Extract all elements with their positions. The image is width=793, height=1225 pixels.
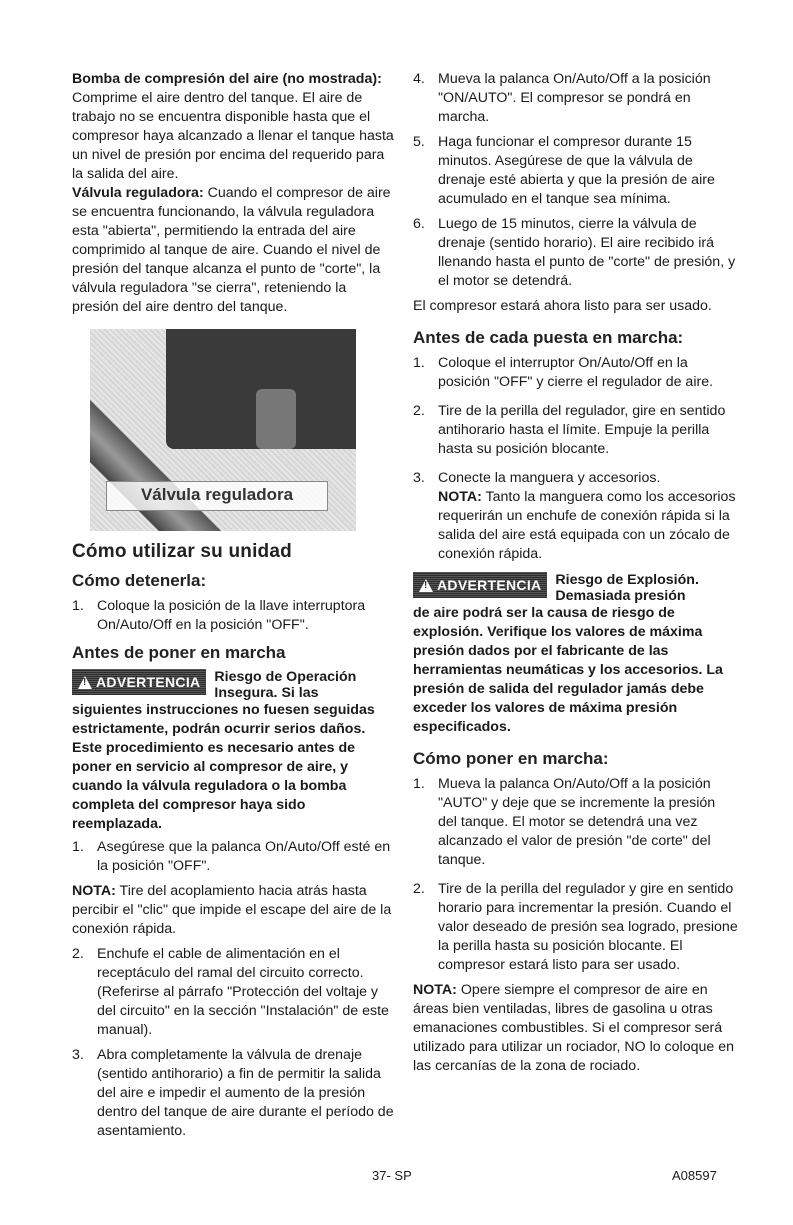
stop-title: Cómo detenerla:: [72, 571, 207, 590]
nota-1: NOTA: Tire del acoplamiento hacia atrás hasta percibir el "clic" que impide el escape del aire de la conexión rápida.: [72, 883, 392, 937]
warning-badge: ! ADVERTENCIA: [413, 572, 547, 598]
before-title: Antes de poner en marcha: [72, 643, 286, 662]
before-each-title: Antes de cada puesta en marcha:: [413, 328, 684, 347]
valve-paragraph: [72, 184, 394, 317]
list-item: 2. Tire de la perilla del regulador y gire en sentido horario para incrementar la presión. Cuando el valor deseado de presión sea logrado, presione la perilla hasta su posición blocante. El compresor estará listo para ser usado.: [413, 881, 738, 973]
list-item: 2. Tire de la perilla del regulador, gire en sentido antihorario hasta el límite. Empuje la perilla hasta su posición blocante.: [413, 403, 726, 457]
valve-shape: [256, 389, 296, 449]
warning-block-1: [72, 669, 394, 834]
list-item: 3. Abra completamente la válvula de drenaje (sentido antihorario) a fin de permitir la salida del aire e impedir el aumento de la presión dentro del tanque de aire durante el período de asentamiento.: [72, 1047, 394, 1139]
page-number: 37- SP: [372, 1168, 412, 1183]
document-code: A08597: [672, 1168, 717, 1183]
list-item: 4. Mueva la palanca On/Auto/Off a la posición "ON/AUTO". El compresor se pondrá en marcha.: [413, 71, 711, 125]
warning-title: Riesgo de Explosión. Demasiada presión: [555, 572, 699, 604]
list-item: 1. Asegúrese que la palanca On/Auto/Off esté en la posición "OFF".: [72, 839, 391, 874]
stop-list: [72, 597, 394, 635]
photo-label: Válvula reguladora: [106, 481, 328, 511]
ready-text: El compresor estará ahora listo para ser usado.: [413, 298, 712, 314]
warning-text: siguientes instrucciones no fuesen seguidas estrictamente, podrán ocurrir serios daños. Este procedimiento es necesario antes de poner en servicio al compresor de aire, y cuando la válvula reguladora o la bomba completa del compresor haya sido reemplazada.: [72, 702, 375, 832]
list-item: 2. Enchufe el cable de alimentación en el receptáculo del ramal del circuito correcto. (Referirse al párrafo "Protección del voltaje y del circuito" en la sección "Instalación" de este manual).: [72, 946, 389, 1038]
list-item: 5. Haga funcionar el compresor durante 15 minutos. Asegúrese de que la válvula de drenaje esté abierta y que la presión de aire acumulado en el tanque sea mínima.: [413, 134, 715, 207]
list-item: 6. Luego de 15 minutos, cierre la válvula de drenaje (sentido horario). El aire recibido irá llenando hasta el punto de "corte" de presión, y el motor se detendrá.: [413, 216, 736, 289]
list-item: 1. Mueva la palanca On/Auto/Off a la posición "AUTO" y deje que se incremente la presión del tanque. El motor se detendrá una vez alcanzado el valor de presión "de corte" del tanque.: [413, 776, 716, 868]
before-each-list: [413, 354, 738, 564]
list-item: 1. Coloque el interruptor On/Auto/Off en la posición "OFF" y cierre el regulador de aire.: [413, 355, 714, 390]
left-column: [72, 70, 394, 1147]
start-list: [413, 775, 738, 975]
nota-2: NOTA: Opere siempre el compresor de aire en áreas bien ventiladas, libres de gasolina u otras emanaciones combustibles. Si el compresor será utilizado para utilizar un rociador, NO lo coloque en las cercanías de la zona de rociado.: [413, 982, 734, 1074]
valve-heading: Válvula reguladora:: [72, 185, 204, 201]
list-item: 3. Conecte la manguera y accesorios. NOTA: Tanto la manguera como los accesorios requerirán un enchufe de conexión rápida si la salida del aire está equipada con un zócalo de conexión rápida.: [413, 470, 736, 562]
start-title: Cómo poner en marcha:: [413, 749, 609, 768]
warning-block-2: [413, 572, 738, 737]
warning-title: Riesgo de Operación Insegura. Si las: [214, 669, 357, 701]
warning-icon: [78, 676, 92, 689]
list-item: 1. Coloque la posición de la llave interruptora On/Auto/Off en la posición "OFF".: [72, 598, 366, 633]
startup-list: [413, 70, 738, 291]
warning-icon: [419, 579, 433, 592]
right-column: [413, 70, 738, 1076]
section-title: Cómo utilizar su unidad: [72, 541, 292, 562]
before-list-2: [72, 945, 394, 1141]
regulator-valve-photo: [90, 329, 356, 531]
pump-text: Comprime el aire dentro del tanque. El aire de trabajo no se encuentra disponible hasta que el compresor haya alcanzado a llenar el tanque hasta un nivel de presión por encima del requerido para la salida del aire.: [72, 90, 394, 182]
valve-text: Cuando el compresor de aire se encuentra funcionando, la válvula reguladora esta "abierta", permitiendo la entrada del aire comprimido al tanque de aire. Cuando el nivel de presión del tanque alcanza el punto de "corte", la válvula reguladora "se cierra", reteniendo la presión del aire dentro del tanque.: [72, 185, 391, 315]
warning-badge: ! ADVERTENCIA: [72, 669, 206, 695]
pump-paragraph: [72, 70, 394, 184]
pump-heading: Bomba de compresión del aire (no mostrada):: [72, 71, 382, 87]
before-list: [72, 838, 394, 876]
warning-text: de aire podrá ser la causa de riesgo de explosión. Verifique los valores de máxima presión dados por el fabricante de las herramientas neumáticas y los accesorios. La presión de salida del regulador jamás debe exceder los valores de máxima presión especificados.: [413, 605, 723, 735]
